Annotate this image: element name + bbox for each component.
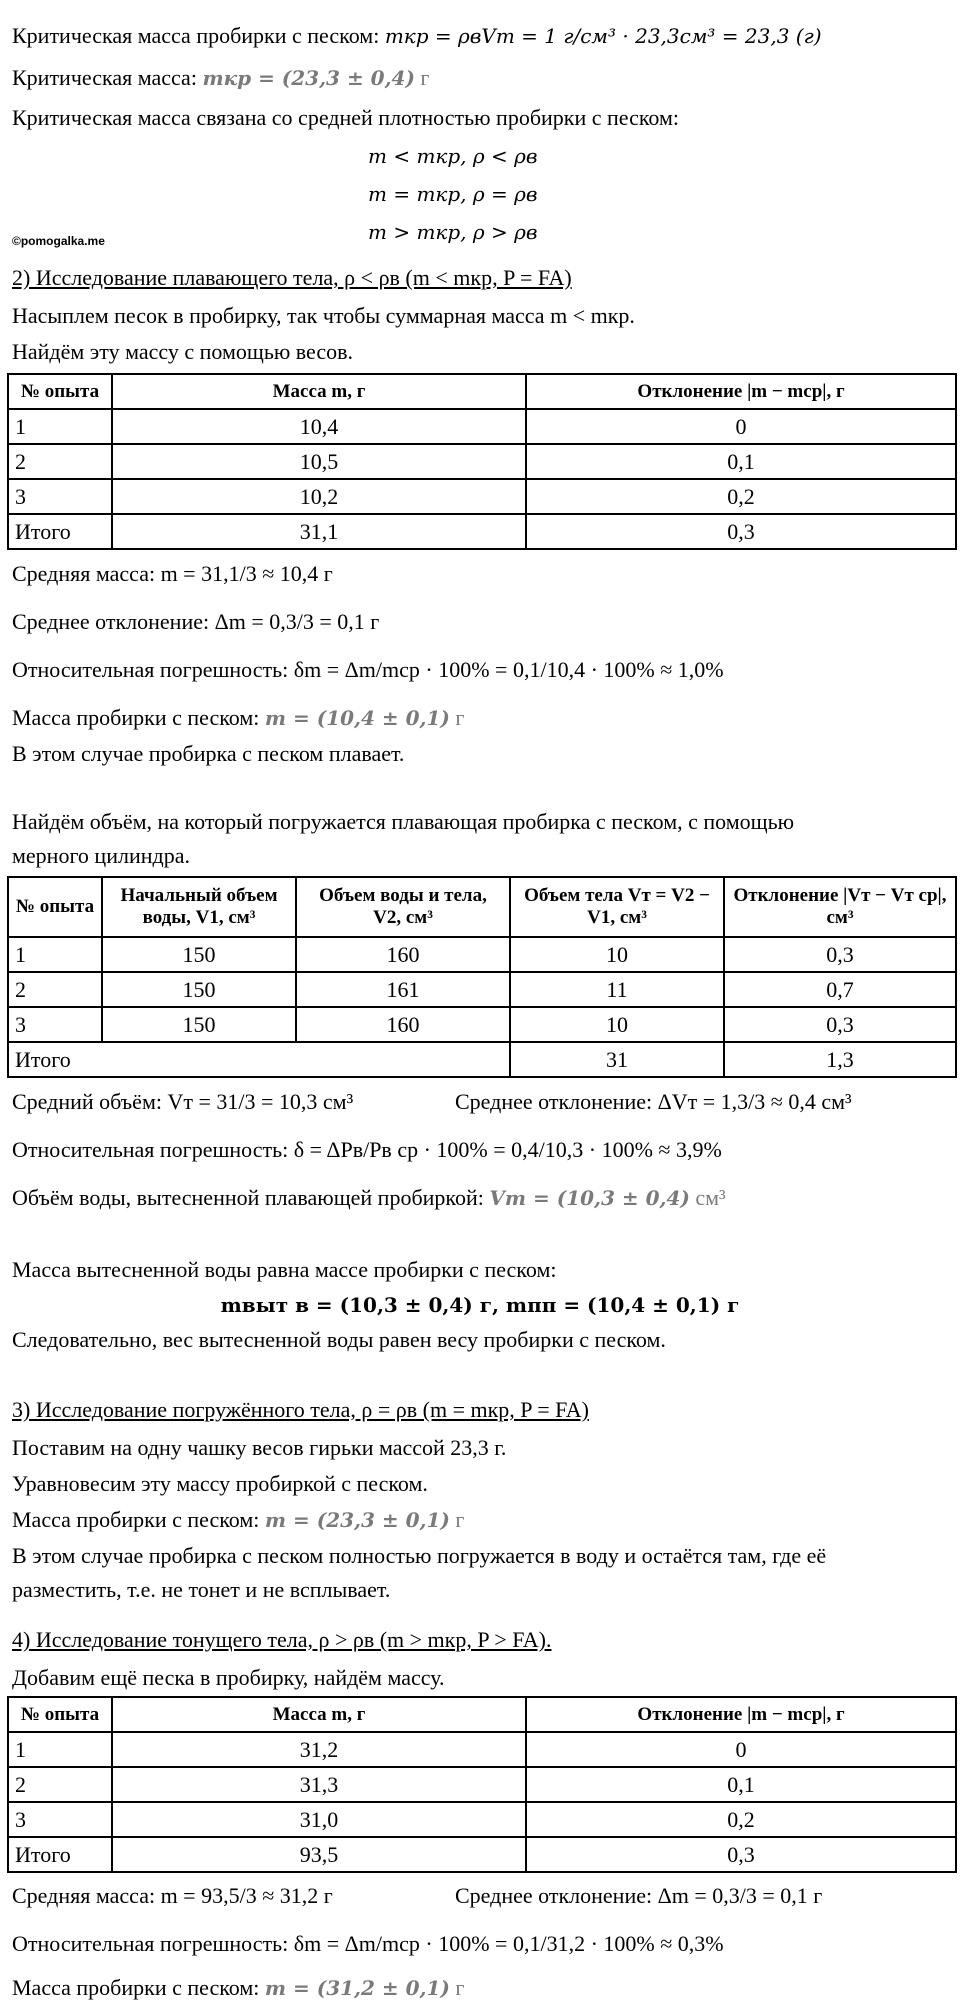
- table-cell: 0,3: [526, 514, 956, 549]
- mass-result-label: Масса пробирки с песком:: [12, 1975, 260, 2000]
- section-2-conclusion: Следовательно, вес вытесненной воды равен весу пробирки с песком.: [12, 1327, 666, 1352]
- table-cell: 150: [102, 972, 296, 1007]
- critical-mass-formula: mкр = ρвVт = 1 г/см³ · 23,3см³ = 23,3 (г): [384, 24, 822, 48]
- mass-result-label: Масса пробирки с песком:: [12, 1507, 260, 1532]
- average-deviation-line: Среднее отклонение: Δm = 0,3/3 = 0,1 г: [12, 609, 380, 634]
- critical-mass-result-line: [12, 64, 429, 92]
- col-header-mass: Масса m, г: [112, 1697, 526, 1732]
- table-cell: 10: [510, 1007, 724, 1042]
- mass-result-unit: г: [455, 1975, 465, 2000]
- displaced-volume-unit: см³: [695, 1185, 726, 1210]
- mass-result-value: m = (10,4 ± 0,1): [264, 706, 450, 730]
- displaced-volume-label: Объём воды, вытесненной плавающей пробиркой:: [12, 1185, 484, 1210]
- table-cell: 160: [296, 937, 510, 972]
- displaced-volume-value: Vт = (10,3 ± 0,4): [489, 1186, 690, 1210]
- section-4-paragraph-1: Добавим ещё песка в пробирку, найдём массу.: [12, 1665, 445, 1690]
- table-cell: 93,5: [112, 1837, 526, 1872]
- displaced-volume-line: [12, 1184, 726, 1212]
- table-cell: 31,3: [112, 1767, 526, 1802]
- table-cell: 150: [102, 1007, 296, 1042]
- table-cell: 0,3: [724, 1007, 956, 1042]
- col-header-initial-volume: Начальный объем воды, V1, см³: [102, 877, 296, 937]
- section-3-mass-line: [12, 1506, 464, 1534]
- table-row: [8, 1007, 956, 1042]
- table-cell: 1: [8, 409, 112, 444]
- table-cell: 0,2: [526, 1802, 956, 1837]
- relation-greater: m > mкр, ρ > ρв: [368, 220, 538, 244]
- average-mass-line: Средняя масса: m = 31,1/3 ≈ 10,4 г: [12, 561, 333, 586]
- table-row: [8, 514, 956, 549]
- average-volume-deviation-line: Среднее отклонение: ΔVт = 1,3/3 ≈ 0,4 см³: [455, 1089, 852, 1114]
- table-cell: 31,1: [112, 514, 526, 549]
- critical-mass-label: Критическая масса пробирки с песком:: [12, 23, 380, 48]
- relation-less: m < mкр, ρ < ρв: [368, 144, 538, 168]
- col-header-deviation: Отклонение |m − mср|, г: [526, 374, 956, 409]
- table-cell: 1: [8, 1732, 112, 1767]
- critical-mass-result-value: mкр = (23,3 ± 0,4): [202, 66, 415, 90]
- table-row: [8, 937, 956, 972]
- table-cell: 160: [296, 1007, 510, 1042]
- table-cell: 0: [526, 1732, 956, 1767]
- table-cell: 0: [526, 409, 956, 444]
- table-cell: 3: [8, 1802, 112, 1837]
- col-header-water-body-volume: Объем воды и тела, V2, см³: [296, 877, 510, 937]
- section-2-paragraph-2: Найдём эту массу с помощью весов.: [12, 339, 354, 364]
- table-cell: 0,1: [526, 1767, 956, 1802]
- table-cell: 31,2: [112, 1732, 526, 1767]
- equality-statement: Масса вытесненной воды равна массе пробирки с песком:: [12, 1257, 557, 1282]
- table-cell: 10: [510, 937, 724, 972]
- critical-mass-result-label: Критическая масса:: [12, 65, 197, 90]
- relative-error-volume-line: Относительная погрешность: δ = ΔPв/Pв ср · 100% = 0,4/10,3 · 100% ≈ 3,9%: [12, 1137, 722, 1162]
- mass-table-sinking: [7, 1696, 957, 1873]
- volume-table: [7, 876, 957, 1078]
- table-cell: Итого: [8, 1837, 112, 1872]
- mass-table-floating: [7, 373, 957, 550]
- table-cell: 3: [8, 479, 112, 514]
- col-header-trial: № опыта: [8, 374, 112, 409]
- table-cell: 150: [102, 937, 296, 972]
- average-mass-line: Средняя масса: m = 93,5/3 ≈ 31,2 г: [12, 1883, 333, 1908]
- table-cell: 3: [8, 1007, 102, 1042]
- mass-result-line: [12, 1974, 464, 2002]
- table-cell: 161: [296, 972, 510, 1007]
- table-row: [8, 444, 956, 479]
- col-header-deviation: Отклонение |m − mср|, г: [526, 1697, 956, 1732]
- table-cell: 2: [8, 972, 102, 1007]
- table-cell: 31,0: [112, 1802, 526, 1837]
- col-header-volume-deviation: Отклонение |Vт − Vт ср|, см³: [724, 877, 956, 937]
- mass-result-value: m = (23,3 ± 0,1): [264, 1508, 450, 1532]
- table-cell: 10,2: [112, 479, 526, 514]
- equality-formulas: mвыт в = (10,3 ± 0,4) г, mпп = (10,4 ± 0,1) г: [220, 1293, 740, 1317]
- relation-equal: m = mкр, ρ = ρв: [368, 182, 538, 206]
- table-row: [8, 1837, 956, 1872]
- table-cell: 0,2: [526, 479, 956, 514]
- table-cell: 10,5: [112, 444, 526, 479]
- volume-intro-1: Найдём объём, на который погружается плавающая пробирка с песком, с помощью: [12, 809, 795, 834]
- table-cell: 1: [8, 937, 102, 972]
- table-row: [8, 972, 956, 1007]
- table-cell: 11: [510, 972, 724, 1007]
- table-row: [8, 479, 956, 514]
- mass-result-unit: г: [455, 705, 465, 730]
- mass-result-unit: г: [455, 1507, 465, 1532]
- table-cell: 1,3: [724, 1042, 956, 1077]
- table-cell: 31: [510, 1042, 724, 1077]
- table-cell: 0,1: [526, 444, 956, 479]
- table-cell: 2: [8, 444, 112, 479]
- table-row: [8, 1802, 956, 1837]
- table-cell: Итого: [8, 1042, 510, 1077]
- mass-result-label: Масса пробирки с песком:: [12, 705, 260, 730]
- watermark: ©pomogalka.me: [12, 234, 105, 248]
- table-cell: 0,3: [526, 1837, 956, 1872]
- density-relation-intro: Критическая масса связана со средней плотностью пробирки с песком:: [12, 105, 680, 130]
- table-cell: Итого: [8, 514, 112, 549]
- table-cell: 0,7: [724, 972, 956, 1007]
- col-header-body-volume: Объем тела Vт = V2 − V1, см³: [510, 877, 724, 937]
- mass-result-value: m = (31,2 ± 0,1): [264, 1976, 450, 2000]
- col-header-trial: № опыта: [8, 1697, 112, 1732]
- table-cell: 0,3: [724, 937, 956, 972]
- section-4-heading: 4) Исследование тонущего тела, ρ > ρв (m > mкр, P > FA).: [12, 1627, 552, 1652]
- col-header-trial: № опыта: [8, 877, 102, 937]
- floats-statement: В этом случае пробирка с песком плавает.: [12, 741, 405, 766]
- volume-intro-2: мерного цилиндра.: [12, 843, 190, 868]
- relative-error-line: Относительная погрешность: δm = Δm/mср · 100% = 0,1/10,4 · 100% ≈ 1,0%: [12, 657, 724, 682]
- average-deviation-line: Среднее отклонение: Δm = 0,3/3 = 0,1 г: [455, 1883, 823, 1908]
- average-volume-line: Средний объём: Vт = 31/3 = 10,3 см³: [12, 1089, 354, 1114]
- section-3-paragraph-2: Уравновесим эту массу пробиркой с песком.: [12, 1471, 428, 1496]
- table-cell: 2: [8, 1767, 112, 1802]
- relative-error-line: Относительная погрешность: δm = Δm/mср · 100% = 0,1/31,2 · 100% ≈ 0,3%: [12, 1931, 724, 1956]
- table-cell: 10,4: [112, 409, 526, 444]
- section-3-paragraph-1: Поставим на одну чашку весов гирьки массой 23,3 г.: [12, 1435, 507, 1460]
- table-row: [8, 409, 956, 444]
- mass-result-line: [12, 704, 464, 732]
- section-3-paragraph-3b: разместить, т.е. не тонет и не всплывает.: [12, 1577, 391, 1602]
- table-row: [8, 1767, 956, 1802]
- section-2-heading: 2) Исследование плавающего тела, ρ < ρв (m < mкр, P = FA): [12, 265, 572, 290]
- section-3-paragraph-3a: В этом случае пробирка с песком полностью погружается в воду и остаётся там, где её: [12, 1543, 827, 1568]
- critical-mass-calc-line: [12, 22, 822, 50]
- col-header-mass: Масса m, г: [112, 374, 526, 409]
- section-3-heading: 3) Исследование погружённого тела, ρ = ρв (m = mкр, P = FA): [12, 1397, 589, 1422]
- critical-mass-result-unit: г: [420, 65, 430, 90]
- table-row: [8, 1042, 956, 1077]
- section-2-paragraph-1: Насыплем песок в пробирку, так чтобы суммарная масса m < mкр.: [12, 303, 635, 328]
- table-row: [8, 1732, 956, 1767]
